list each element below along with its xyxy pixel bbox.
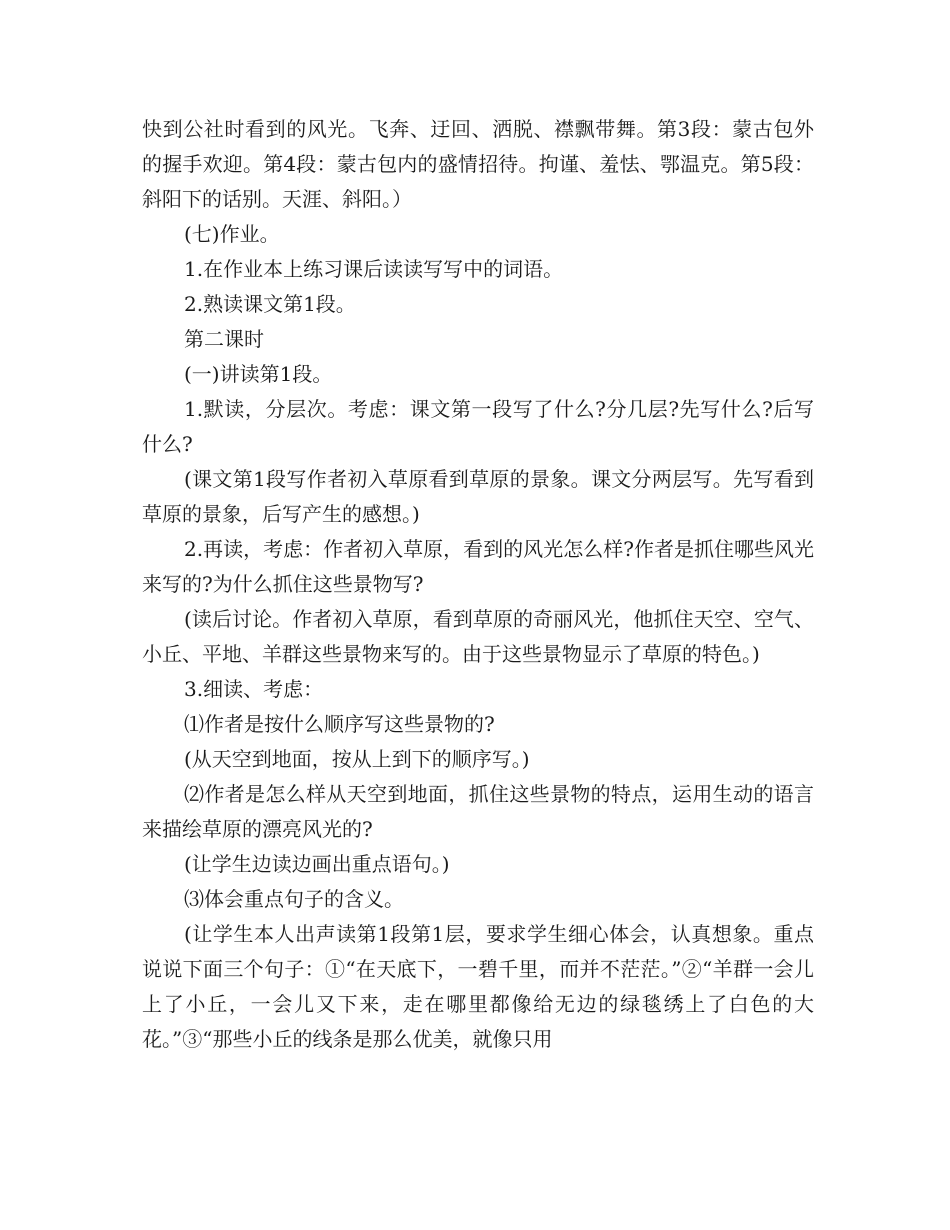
section-reading-heading: (一)讲读第1段。: [184, 362, 333, 386]
step-2-question: 2.再读，考虑：作者初入草原，看到的风光怎么样?作者是抓住哪些风光来写的?为什么抓住这些景物写?: [142, 537, 814, 596]
sub-question-2: ⑵作者是怎么样从天空到地面，抓住这些景物的特点，运用生动的语言来描绘草原的漂亮风光的?: [142, 782, 814, 841]
sub-answer-3: (让学生本人出声读第1段第1层，要求学生细心体会，认真想象。重点说说下面三个句子：①“在天底下，一碧千里，而并不茫茫。”②“羊群一会儿上了小丘，一会儿又下来，走在哪里都像给无边的绿毯绣上了白色的大花。”③“那些小丘的线条是那么优美，就像只用: [142, 922, 814, 1051]
homework-item-2: 2.熟读课文第1段。: [184, 292, 356, 316]
step-3-heading: 3.细读、考虑：: [184, 677, 324, 701]
sub-question-1: ⑴作者是按什么顺序写这些景物的?: [184, 712, 495, 736]
homework-item-1: 1.在作业本上练习课后读读写写中的词语。: [184, 257, 564, 281]
section-homework-heading: (七)作业。: [184, 222, 280, 246]
sub-answer-1: (从天空到地面，按从上到下的顺序写。): [184, 747, 530, 771]
lesson-2-heading: 第二课时: [184, 327, 264, 351]
paragraph-continuation: 快到公社时看到的风光。飞奔、迂回、洒脱、襟飘带舞。第3段：蒙古包外的握手欢迎。第4段：蒙古包内的盛情招待。拘谨、羞怯、鄂温克。第5段：斜阳下的话别。天涯、斜阳。）: [142, 117, 814, 211]
step-1-question: 1.默读，分层次。考虑：课文第一段写了什么?分几层?先写什么?后写什么?: [142, 397, 814, 456]
sub-question-3: ⑶体会重点句子的含义。: [184, 887, 404, 911]
step-1-answer: (课文第1段写作者初入草原看到草原的景象。课文分两层写。先写看到草原的景象，后写产生的感想。): [142, 467, 814, 526]
sub-answer-2: (让学生边读边画出重点语句。): [184, 852, 450, 876]
step-2-answer: (读后讨论。作者初入草原，看到草原的奇丽风光，他抓住天空、空气、小丘、平地、羊群这些景物来写的。由于这些景物显示了草原的特色。): [142, 607, 814, 666]
document-page: [142, 112, 814, 1057]
